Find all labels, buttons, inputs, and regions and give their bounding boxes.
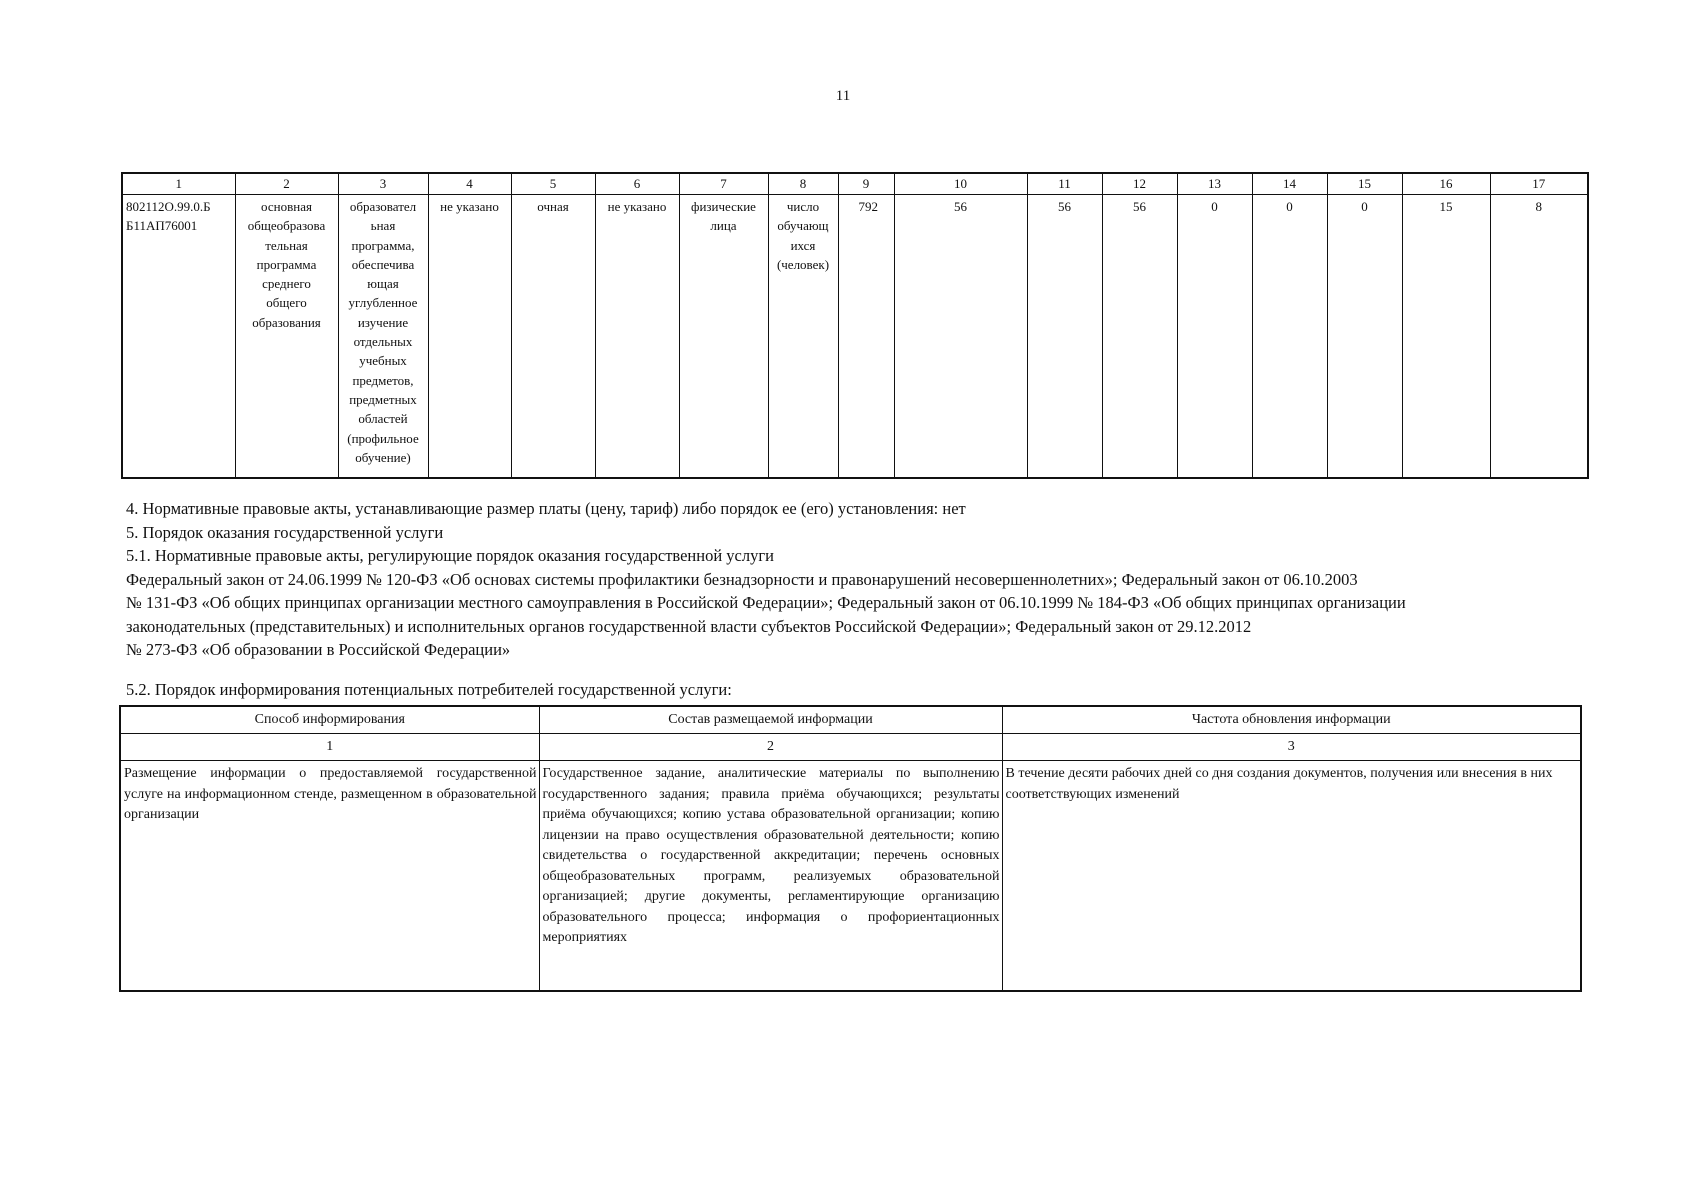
column-number: 5 [511, 173, 595, 195]
table-cell: 8 [1490, 195, 1588, 479]
table-cell: 56 [1027, 195, 1102, 479]
column-number: 12 [1102, 173, 1177, 195]
section-5-2: 5.2. Порядок информирования потенциальных потребителей государственной услуги: [126, 679, 732, 699]
information-content-cell: Государственное задание, аналитические материалы по выполнению государственного задания; правила приёма обучающихся; результаты приёма обучающихся; копию устава образовательной организации; копию лицензии на право осуществления образовательной деятельности; копию свидетельства о государственной аккредитации; перечень основных общеобразовательных программ, реализуемых образовательной организацией; другие документы, регламентирующие организацию образовательного процесса; информация о профориентационных мероприятиях [539, 761, 1002, 992]
column-header: Частота обновления информации [1002, 706, 1581, 734]
table-cell: 0 [1252, 195, 1327, 479]
column-number: 8 [768, 173, 838, 195]
section-4: 4. Нормативные правовые акты, устанавливающие размер платы (цену, тариф) либо порядок ее (его) установления: нет [126, 499, 966, 518]
column-number: 1 [122, 173, 235, 195]
column-header: Состав размещаемой информации [539, 706, 1002, 734]
law-line: Федеральный закон от 24.06.1999 № 120-ФЗ «Об основах системы профилактики безнадзорности и правонарушений несовершеннолетних»; Федеральный закон от 06.10.2003 [126, 569, 1358, 589]
table-cell: 56 [1102, 195, 1177, 479]
informing-method-cell: Размещение информации о предоставляемой государственной услуге на информационном стенде, размещенном в образовательной организации [120, 761, 539, 992]
program-type-cell: образовател ьная программа, обеспечива ющая углубленное изучение отдельных учебных предметов, предметных областей (профильное обучение) [338, 195, 428, 479]
table-cell: физические лица [679, 195, 768, 479]
column-number: 13 [1177, 173, 1252, 195]
column-number: 3 [1002, 734, 1581, 761]
section-5: 5. Порядок оказания государственной услуги [126, 522, 444, 542]
update-frequency-cell: В течение десяти рабочих дней со дня создания документов, получения или внесения в них соответствующих изменений [1002, 761, 1581, 992]
table-cell: очная [511, 195, 595, 479]
indicator-cell: число обучающ ихся (человек) [768, 195, 838, 479]
table-cell: не указано [428, 195, 511, 479]
column-number: 1 [120, 734, 539, 761]
informing-table [119, 705, 1582, 992]
column-number: 10 [894, 173, 1027, 195]
table-header-row [120, 706, 1581, 734]
table-cell: не указано [595, 195, 679, 479]
column-number: 3 [338, 173, 428, 195]
page-number: 11 [835, 88, 851, 104]
column-number: 7 [679, 173, 768, 195]
section-5-1: 5.1. Нормативные правовые акты, регулирующие порядок оказания государственной услуги [126, 546, 774, 565]
table-row [122, 195, 1588, 479]
column-number: 6 [595, 173, 679, 195]
service-volume-table [121, 172, 1589, 479]
column-number: 11 [1027, 173, 1102, 195]
column-number: 16 [1402, 173, 1490, 195]
table-cell: 0 [1177, 195, 1252, 479]
registry-number-cell: 802112О.99.0.Б Б11АП76001 [122, 195, 235, 479]
column-number: 14 [1252, 173, 1327, 195]
law-line: № 131-ФЗ «Об общих принципах организации местного самоуправления в Российской Федерации»; Федеральный закон от 06.10.1999 № 184-ФЗ «Об общих принципах организации [126, 593, 1406, 612]
table-cell: 792 [838, 195, 894, 479]
column-number: 17 [1490, 173, 1588, 195]
table-header-row [122, 173, 1588, 195]
column-number: 2 [235, 173, 338, 195]
program-cell: основная общеобразова тельная программа среднего общего образования [235, 195, 338, 479]
law-line: № 273-ФЗ «Об образовании в Российской Федерации» [126, 640, 511, 659]
column-number: 15 [1327, 173, 1402, 195]
table-row [120, 761, 1581, 992]
table-cell: 56 [894, 195, 1027, 479]
column-number-row [120, 734, 1581, 761]
sections-block [126, 497, 1586, 701]
law-line: законодательных (представительных) и исполнительных органов государственной власти субъектов Российской Федерации»; Федеральный закон от 29.12.2012 [126, 616, 1252, 636]
column-number: 2 [539, 734, 1002, 761]
column-header: Способ информирования [120, 706, 539, 734]
table-cell: 15 [1402, 195, 1490, 479]
column-number: 9 [838, 173, 894, 195]
table-cell: 0 [1327, 195, 1402, 479]
column-number: 4 [428, 173, 511, 195]
